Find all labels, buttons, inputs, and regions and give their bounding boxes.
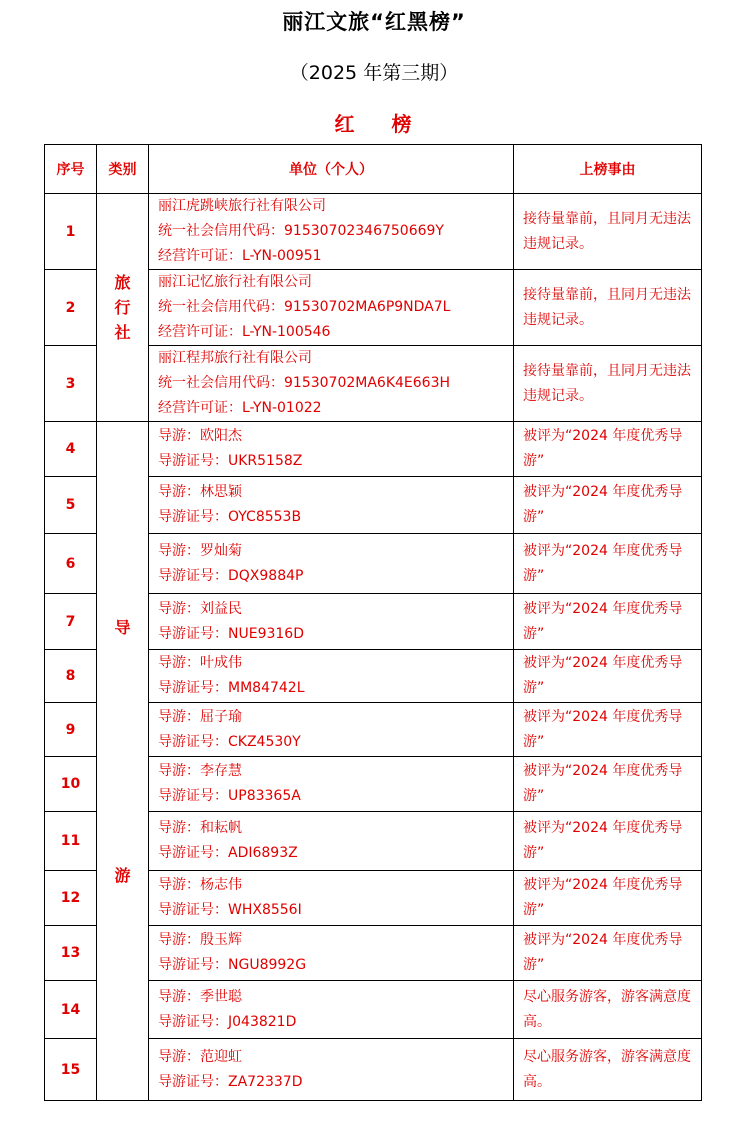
page-title: 丽江文旅“红黑榜” (282, 10, 466, 34)
unit-line2: 导游证号：OYC8553B (158, 509, 302, 525)
reason-cell: 被评为“2024 年度优秀导游” (514, 477, 702, 534)
unit-line1: 导游：叶成伟 (158, 655, 242, 671)
category-travel-agency (97, 194, 149, 422)
unit-cell (149, 703, 514, 757)
category-char: 导 (114, 618, 131, 637)
category-tour-guide (97, 422, 149, 1101)
reason-cell: 尽心服务游客，游客满意度高。 (514, 981, 702, 1039)
reason-cell: 被评为“2024 年度优秀导游” (514, 422, 702, 477)
unit-line1: 丽江程邦旅行社有限公司 (158, 350, 312, 366)
col-header-category: 类别 (97, 145, 149, 194)
unit-line2: 导游证号：CKZ4530Y (158, 733, 301, 750)
unit-cell (149, 422, 514, 477)
table-row (45, 422, 702, 477)
row-number: 6 (45, 534, 97, 594)
col-header-no: 序号 (45, 145, 97, 194)
reason-cell: 被评为“2024 年度优秀导游” (514, 534, 702, 594)
unit-line1: 丽江虎跳峡旅行社有限公司 (158, 198, 326, 214)
unit-cell (149, 812, 514, 871)
row-number: 11 (45, 812, 97, 871)
reason-cell: 接待量靠前，且同月无违法违规记录。 (514, 194, 702, 270)
row-number: 8 (45, 650, 97, 703)
unit-line1: 导游：欧阳杰 (158, 428, 242, 444)
reason-cell: 被评为“2024 年度优秀导游” (514, 650, 702, 703)
unit-line2: 导游证号：NUE9316D (158, 625, 304, 642)
unit-line1: 导游：屈子瑜 (158, 708, 242, 725)
unit-line3: 经营许可证：L-YN-01022 (158, 400, 322, 416)
unit-line2: 导游证号：UP83365A (158, 788, 301, 804)
row-number: 7 (45, 594, 97, 650)
reason-cell: 被评为“2024 年度优秀导游” (514, 926, 702, 981)
unit-line1: 导游：范迎虹 (158, 1048, 242, 1065)
period-subtitle: （2025 年第三期） (289, 62, 459, 84)
unit-line2: 统一社会信用代码：91530702346750669Y (158, 223, 444, 239)
unit-cell (149, 1039, 514, 1101)
reason-cell: 被评为“2024 年度优秀导游” (514, 812, 702, 871)
unit-line2: 导游证号：DQX9884P (158, 567, 304, 584)
row-number: 5 (45, 477, 97, 534)
row-number: 3 (45, 346, 97, 422)
unit-line2: 导游证号：ZA72337D (158, 1073, 303, 1090)
col-header-unit: 单位（个人） (149, 145, 514, 194)
row-number: 14 (45, 981, 97, 1039)
unit-line1: 丽江记忆旅行社有限公司 (158, 274, 312, 290)
category-char: 社 (114, 323, 131, 342)
unit-cell (149, 650, 514, 703)
unit-line1: 导游：杨志伟 (158, 877, 242, 893)
unit-line2: 导游证号：NGU8992G (158, 957, 307, 973)
unit-line2: 导游证号：J043821D (158, 1013, 297, 1030)
unit-cell (149, 981, 514, 1039)
unit-line1: 导游：李存慧 (158, 763, 242, 779)
unit-cell (149, 926, 514, 981)
unit-cell (149, 270, 514, 346)
row-number: 4 (45, 422, 97, 477)
unit-line1: 导游：殷玉辉 (158, 932, 242, 948)
unit-line3: 经营许可证：L-YN-100546 (158, 324, 331, 340)
row-number: 10 (45, 757, 97, 812)
reason-cell: 被评为“2024 年度优秀导游” (514, 871, 702, 926)
table-row (45, 194, 702, 270)
unit-line1: 导游：林思颖 (158, 484, 242, 500)
row-number: 15 (45, 1039, 97, 1101)
list-heading: 红 榜 (334, 112, 414, 136)
unit-line1: 导游：刘益民 (158, 600, 242, 617)
row-number: 2 (45, 270, 97, 346)
category-char: 游 (114, 866, 131, 885)
unit-cell (149, 871, 514, 926)
unit-line2: 统一社会信用代码：91530702MA6K4E663H (158, 375, 451, 391)
reason-cell: 接待量靠前，且同月无违法违规记录。 (514, 270, 702, 346)
unit-cell (149, 757, 514, 812)
unit-line2: 导游证号：ADI6893Z (158, 845, 298, 861)
category-char: 行 (114, 298, 131, 317)
unit-line1: 导游：罗灿菊 (158, 542, 242, 559)
col-header-reason: 上榜事由 (514, 145, 702, 194)
unit-cell (149, 477, 514, 534)
reason-cell: 接待量靠前，且同月无违法违规记录。 (514, 346, 702, 422)
unit-cell (149, 534, 514, 594)
unit-line2: 导游证号：MM84742L (158, 680, 305, 696)
row-number: 9 (45, 703, 97, 757)
row-number: 13 (45, 926, 97, 981)
unit-line2: 导游证号：UKR5158Z (158, 453, 303, 469)
unit-line3: 经营许可证：L-YN-00951 (158, 248, 322, 264)
unit-line1: 导游：季世聪 (158, 988, 242, 1005)
category-char: 旅 (114, 273, 131, 292)
honor-table (44, 144, 702, 1101)
row-number: 12 (45, 871, 97, 926)
unit-cell (149, 594, 514, 650)
reason-cell: 被评为“2024 年度优秀导游” (514, 703, 702, 757)
table-header-row (45, 145, 702, 194)
reason-cell: 被评为“2024 年度优秀导游” (514, 757, 702, 812)
unit-line1: 导游：和耘帆 (158, 820, 242, 836)
reason-cell: 尽心服务游客，游客满意度高。 (514, 1039, 702, 1101)
unit-line2: 导游证号：WHX8556I (158, 902, 302, 918)
unit-cell (149, 346, 514, 422)
unit-line2: 统一社会信用代码：91530702MA6P9NDA7L (158, 299, 451, 315)
reason-cell: 被评为“2024 年度优秀导游” (514, 594, 702, 650)
unit-cell (149, 194, 514, 270)
row-number: 1 (45, 194, 97, 270)
